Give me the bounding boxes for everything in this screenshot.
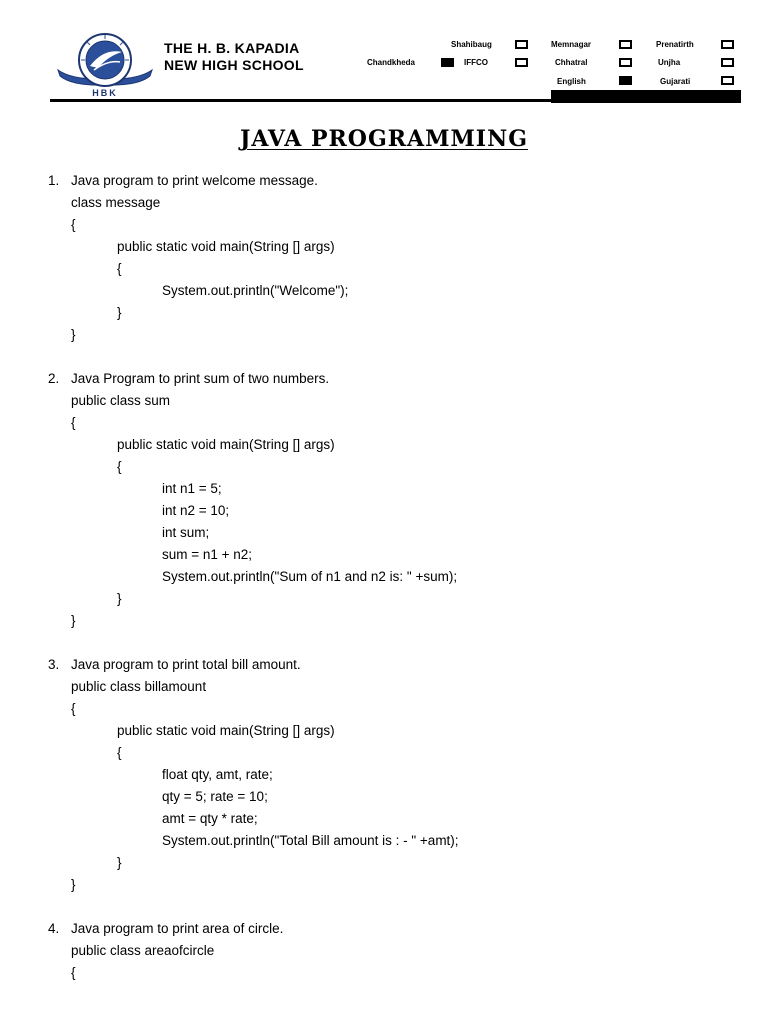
program-4 <box>0 918 768 984</box>
branch-checkbox-shahibaug <box>515 40 528 49</box>
code-line: } <box>71 613 76 628</box>
school-name-line2: NEW HIGH SCHOOL <box>164 57 304 73</box>
code-line: { <box>71 217 76 232</box>
code-line: int n1 = 5; <box>162 481 222 496</box>
program-number: 3. <box>48 657 60 672</box>
branch-label-chhatral: Chhatral <box>555 58 588 67</box>
code-line: { <box>71 701 76 716</box>
program-number: 1. <box>48 173 60 188</box>
branch-checkbox-english <box>619 76 632 85</box>
program-2 <box>0 368 768 632</box>
branch-checkbox-chhatral <box>619 58 632 67</box>
branch-checkbox-unjha <box>721 58 734 67</box>
code-line: } <box>71 877 76 892</box>
program-number: 2. <box>48 371 60 386</box>
code-line: } <box>117 591 122 606</box>
code-line: System.out.println("Welcome"); <box>162 283 349 298</box>
school-name-line1: THE H. B. KAPADIA <box>164 40 300 56</box>
program-heading: Java program to print welcome message. <box>71 173 318 188</box>
program-heading: Java program to print total bill amount. <box>71 657 301 672</box>
branch-checkbox-prenatirth <box>721 40 734 49</box>
program-listing <box>0 170 768 1006</box>
code-line: float qty, amt, rate; <box>162 767 273 782</box>
program-3 <box>0 654 768 896</box>
branch-label-chandkheda: Chandkheda <box>367 58 416 67</box>
branch-label-gujarati: Gujarati <box>660 77 691 86</box>
code-line: int sum; <box>162 525 210 540</box>
school-logo <box>52 30 158 98</box>
code-line: { <box>117 745 122 760</box>
program-heading: Java program to print area of circle. <box>71 921 284 936</box>
code-line: { <box>71 965 76 980</box>
code-line: amt = qty * rate; <box>162 811 258 826</box>
program-heading: Java Program to print sum of two numbers. <box>71 371 330 386</box>
branch-checkbox-chandkheda <box>441 58 454 67</box>
header-rule-block <box>551 90 741 103</box>
program-1 <box>0 170 768 346</box>
page-title <box>0 126 768 152</box>
branch-label-shahibaug: Shahibaug <box>451 40 492 49</box>
code-line: qty = 5; rate = 10; <box>162 789 268 804</box>
code-line: public class billamount <box>71 679 207 694</box>
program-number: 4. <box>48 921 60 936</box>
code-line: { <box>71 415 76 430</box>
branch-label-prenatirth: Prenatirth <box>656 40 694 49</box>
page-title-text: JAVA PROGRAMMING <box>240 126 528 152</box>
code-line: public class sum <box>71 393 171 408</box>
logo-text: HBK <box>92 88 118 98</box>
code-line: System.out.println("Total Bill amount is : - " +amt); <box>162 833 459 848</box>
branch-label-unjha: Unjha <box>658 58 681 67</box>
branch-label-english: English <box>557 77 586 86</box>
code-line: } <box>117 305 122 320</box>
branch-checkbox-gujarati <box>721 76 734 85</box>
code-line: System.out.println("Sum of n1 and n2 is: " +sum); <box>162 569 458 584</box>
branch-checkbox-memnagar <box>619 40 632 49</box>
code-line: int n2 = 10; <box>162 503 230 518</box>
code-line: { <box>117 261 122 276</box>
code-line: sum = n1 + n2; <box>162 547 253 562</box>
branch-label-memnagar: Memnagar <box>551 40 592 49</box>
code-line: public static void main(String [] args) <box>117 437 335 452</box>
branch-checkbox-iffco <box>515 58 528 67</box>
branch-label-iffco: IFFCO <box>464 58 488 67</box>
code-line: public static void main(String [] args) <box>117 723 335 738</box>
code-line: } <box>71 327 76 342</box>
code-line: { <box>117 459 122 474</box>
school-name <box>164 40 304 74</box>
code-line: public static void main(String [] args) <box>117 239 335 254</box>
code-line: public class areaofcircle <box>71 943 215 958</box>
code-line: } <box>117 855 122 870</box>
code-line: class message <box>71 195 161 210</box>
